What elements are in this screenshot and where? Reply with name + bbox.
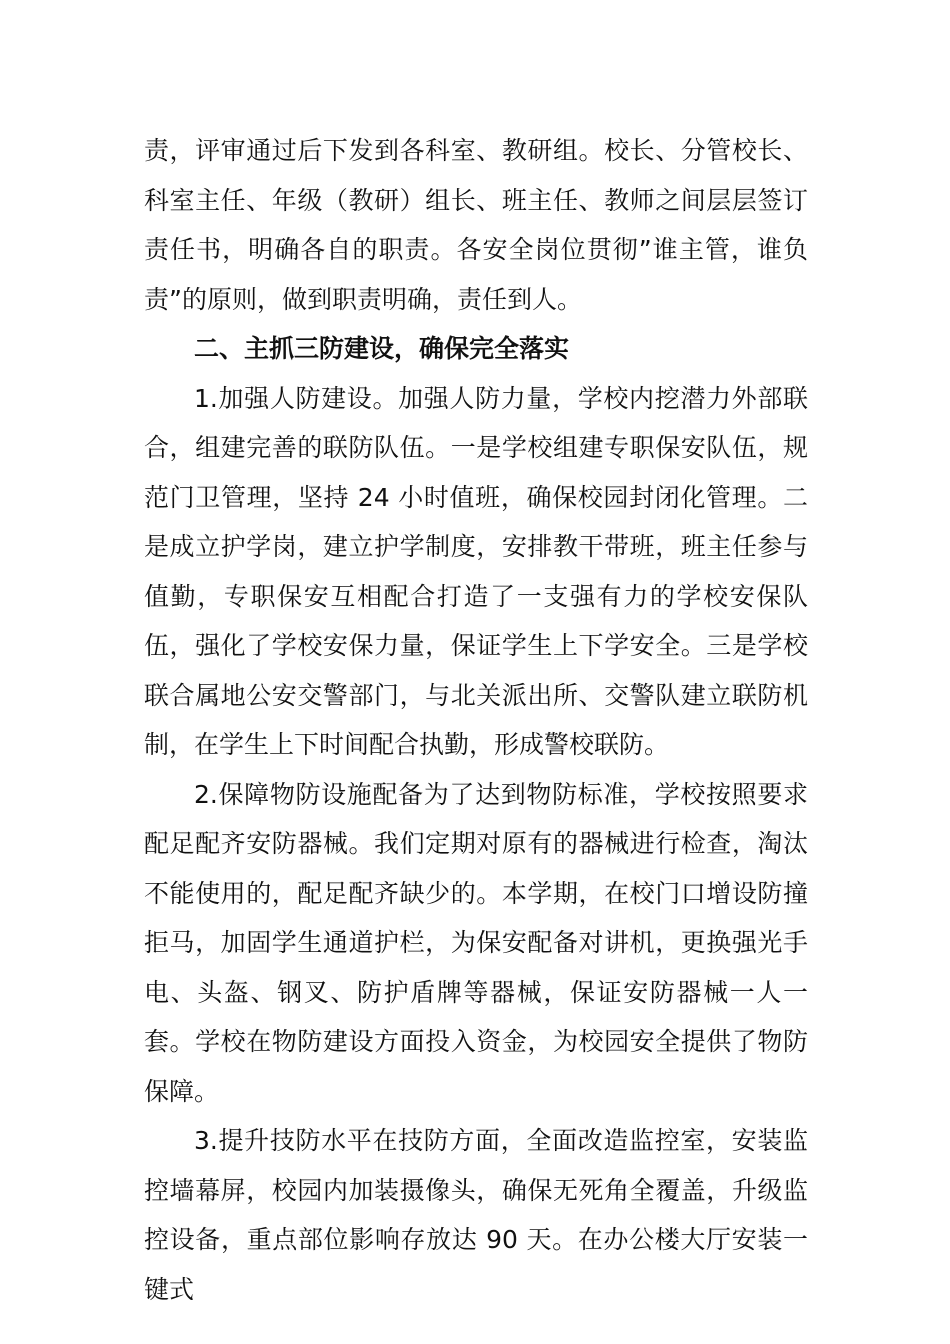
section-heading: 二、主抓三防建设，确保完全落实 <box>194 334 570 363</box>
paragraph-3: 3.提升技防水平在技防方面，全面改造监控室，安装监控墙幕屏，校园内加装摄像头，确保无死角全覆盖，升级监控设备，重点部位影响存放达 90 天。在办公楼大厅安装一键式 <box>144 1126 808 1304</box>
paragraph-2: 2.保障物防设施配备为了达到物防标准，学校按照要求配足配齐安防器械。我们定期对原有的器械进行检查，淘汰不能使用的，配足配齐缺少的。本学期，在校门口增设防撞拒马，加固学生通道护栏，为保安配备对讲机，更换强光手电、头盔、钢叉、防护盾牌等器械，保证安防器械一人一套。学校在物防建设方面投入资金，为校园安全提供了物防保障。 <box>144 779 808 1106</box>
paragraph-1: 1.加强人防建设。加强人防力量，学校内挖潜力外部联合，组建完善的联防队伍。一是学校组建专职保安队伍，规范门卫管理，坚持 24 小时值班，确保校园封闭化管理。二是成立护学岗，建立护学制度，安排教干带班，班主任参与值勤，专职保安互相配合打造了一支强有力的学校安保队伍，强化了学校安保力量，保证学生上下学安全。三是学校联合属地公安交警部门，与北关派出所、交警队建立联防机制，在学生上下时间配合执勤，形成警校联防。 <box>144 383 808 759</box>
paragraph-continuation: 责，评审通过后下发到各科室、教研组。校长、分管校长、科室主任、年级（教研）组长、班主任、教师之间层层签订责任书，明确各自的职责。各安全岗位贯彻”谁主管，谁负责”的原则，做到职责明确，责任到人。 <box>144 136 808 314</box>
document-body <box>144 126 808 1314</box>
